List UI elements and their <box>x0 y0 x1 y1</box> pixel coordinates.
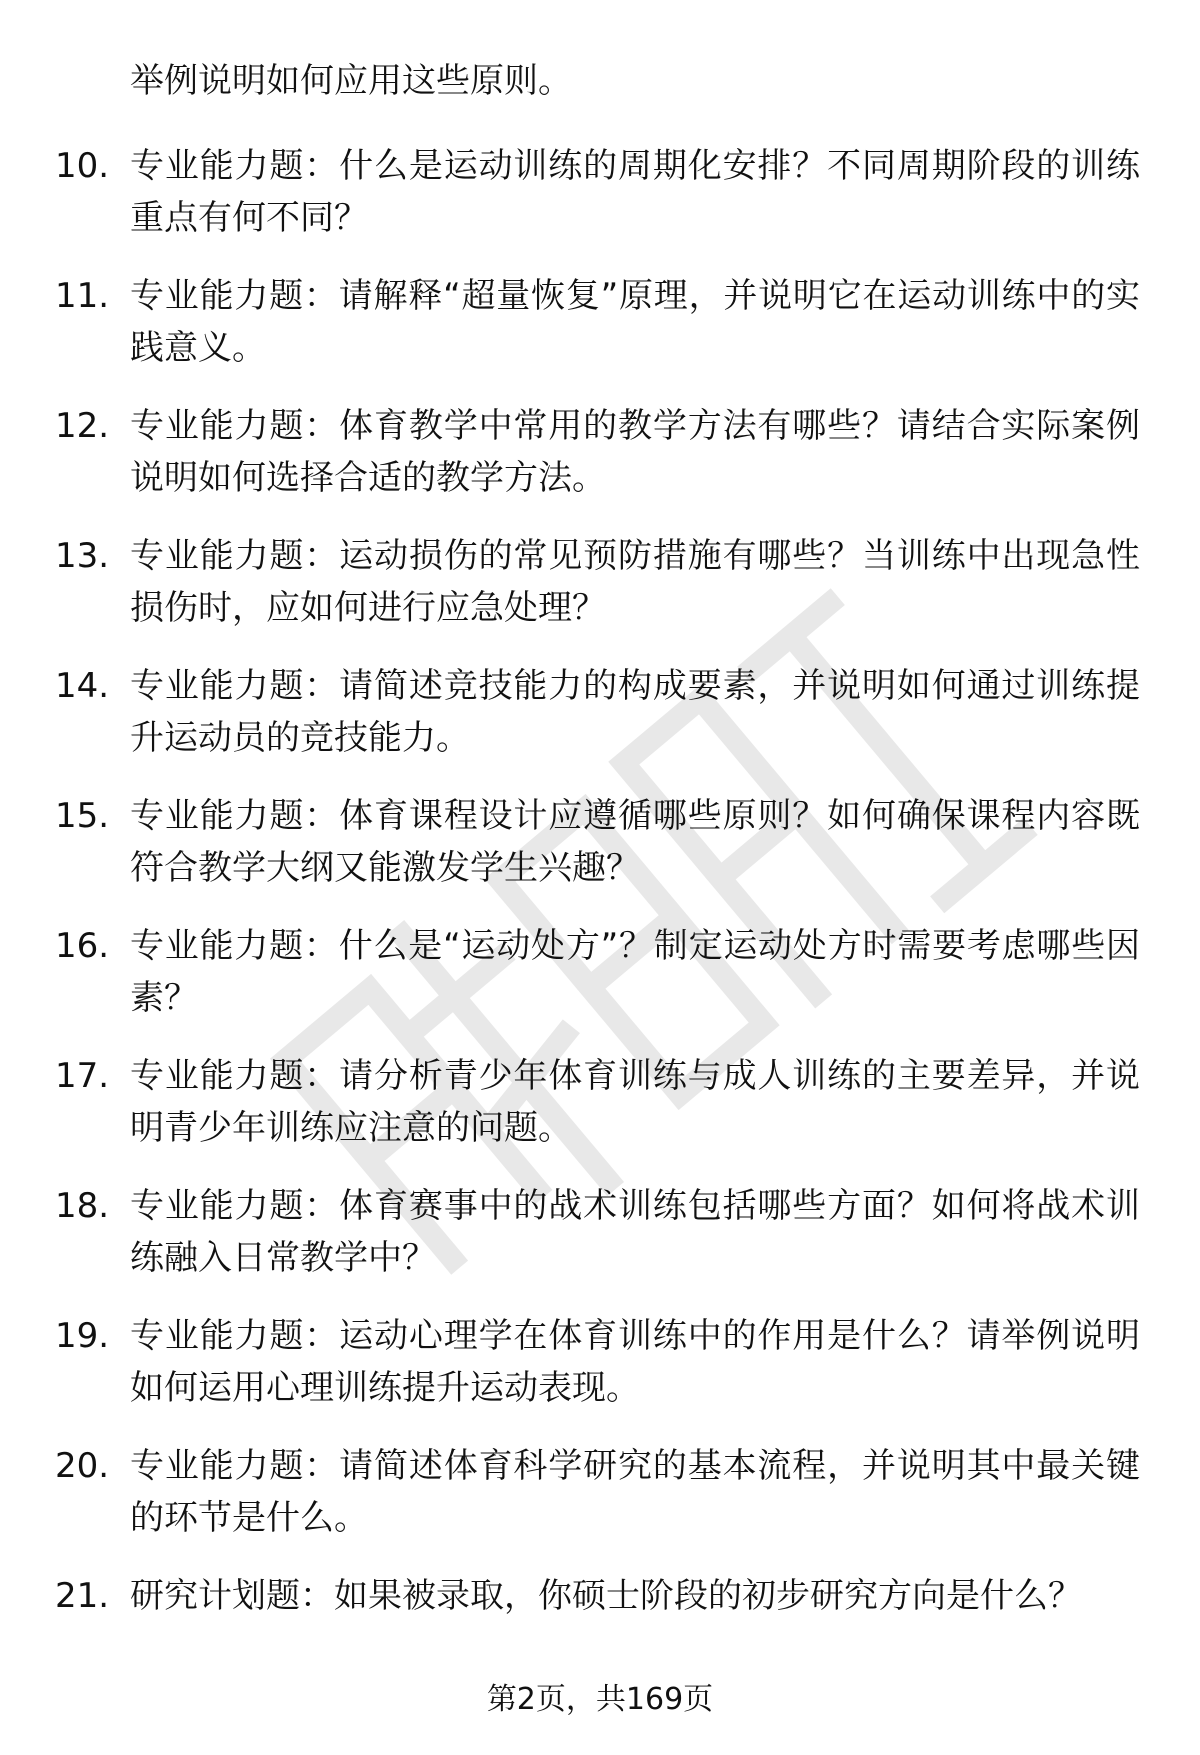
question-item <box>0 400 1200 530</box>
question-item <box>0 1440 1200 1570</box>
question-list <box>0 140 1200 1700</box>
question-text: 专业能力题：什么是“运动处方”？制定运动处方时需要考虑哪些因素？ <box>130 926 1140 1018</box>
question-item <box>0 920 1200 1050</box>
question-number: 18. <box>55 1186 110 1226</box>
question-text: 专业能力题：体育教学中常用的教学方法有哪些？请结合实际案例说明如何选择合适的教学方法。 <box>130 406 1140 498</box>
question-text: 专业能力题：请分析青少年体育训练与成人训练的主要差异，并说明青少年训练应注意的问题。 <box>130 1056 1140 1148</box>
continuation-text: 举例说明如何应用这些原则。 <box>130 61 572 101</box>
question-text: 研究计划题：如果被录取，你硕士阶段的初步研究方向是什么？ <box>130 1576 1082 1616</box>
question-text: 专业能力题：什么是运动训练的周期化安排？不同周期阶段的训练重点有何不同？ <box>130 146 1140 238</box>
question-text: 专业能力题：运动心理学在体育训练中的作用是什么？请举例说明如何运用心理训练提升运动表现。 <box>130 1316 1140 1408</box>
page-footer: 第2页，共169页 <box>486 1682 714 1717</box>
question-number: 20. <box>55 1446 110 1486</box>
question-text: 专业能力题：请解释“超量恢复”原理，并说明它在运动训练中的实践意义。 <box>130 276 1140 368</box>
question-text: 专业能力题：请简述竞技能力的构成要素，并说明如何通过训练提升运动员的竞技能力。 <box>130 666 1140 758</box>
question-number: 14. <box>55 666 110 706</box>
question-number: 21. <box>55 1576 110 1616</box>
question-number: 12. <box>55 406 110 446</box>
question-number: 16. <box>55 926 110 966</box>
question-number: 19. <box>55 1316 110 1356</box>
question-item <box>0 530 1200 660</box>
question-number: 15. <box>55 796 110 836</box>
question-text: 专业能力题：体育赛事中的战术训练包括哪些方面？如何将战术训练融入日常教学中？ <box>130 1186 1140 1278</box>
question-item <box>0 1180 1200 1310</box>
question-item <box>0 140 1200 270</box>
question-item <box>0 660 1200 790</box>
question-item <box>0 270 1200 400</box>
question-text: 专业能力题：请简述体育科学研究的基本流程，并说明其中最关键的环节是什么。 <box>130 1446 1140 1538</box>
question-number: 17. <box>55 1056 110 1096</box>
question-item <box>0 790 1200 920</box>
question-number: 11. <box>55 276 110 316</box>
question-number: 13. <box>55 536 110 576</box>
question-item <box>0 1050 1200 1180</box>
question-item <box>0 1310 1200 1440</box>
question-number: 10. <box>55 146 110 186</box>
question-text: 专业能力题：体育课程设计应遵循哪些原则？如何确保课程内容既符合教学大纲又能激发学生兴趣？ <box>130 796 1140 888</box>
question-text: 专业能力题：运动损伤的常见预防措施有哪些？当训练中出现急性损伤时，应如何进行应急处理？ <box>130 536 1140 628</box>
